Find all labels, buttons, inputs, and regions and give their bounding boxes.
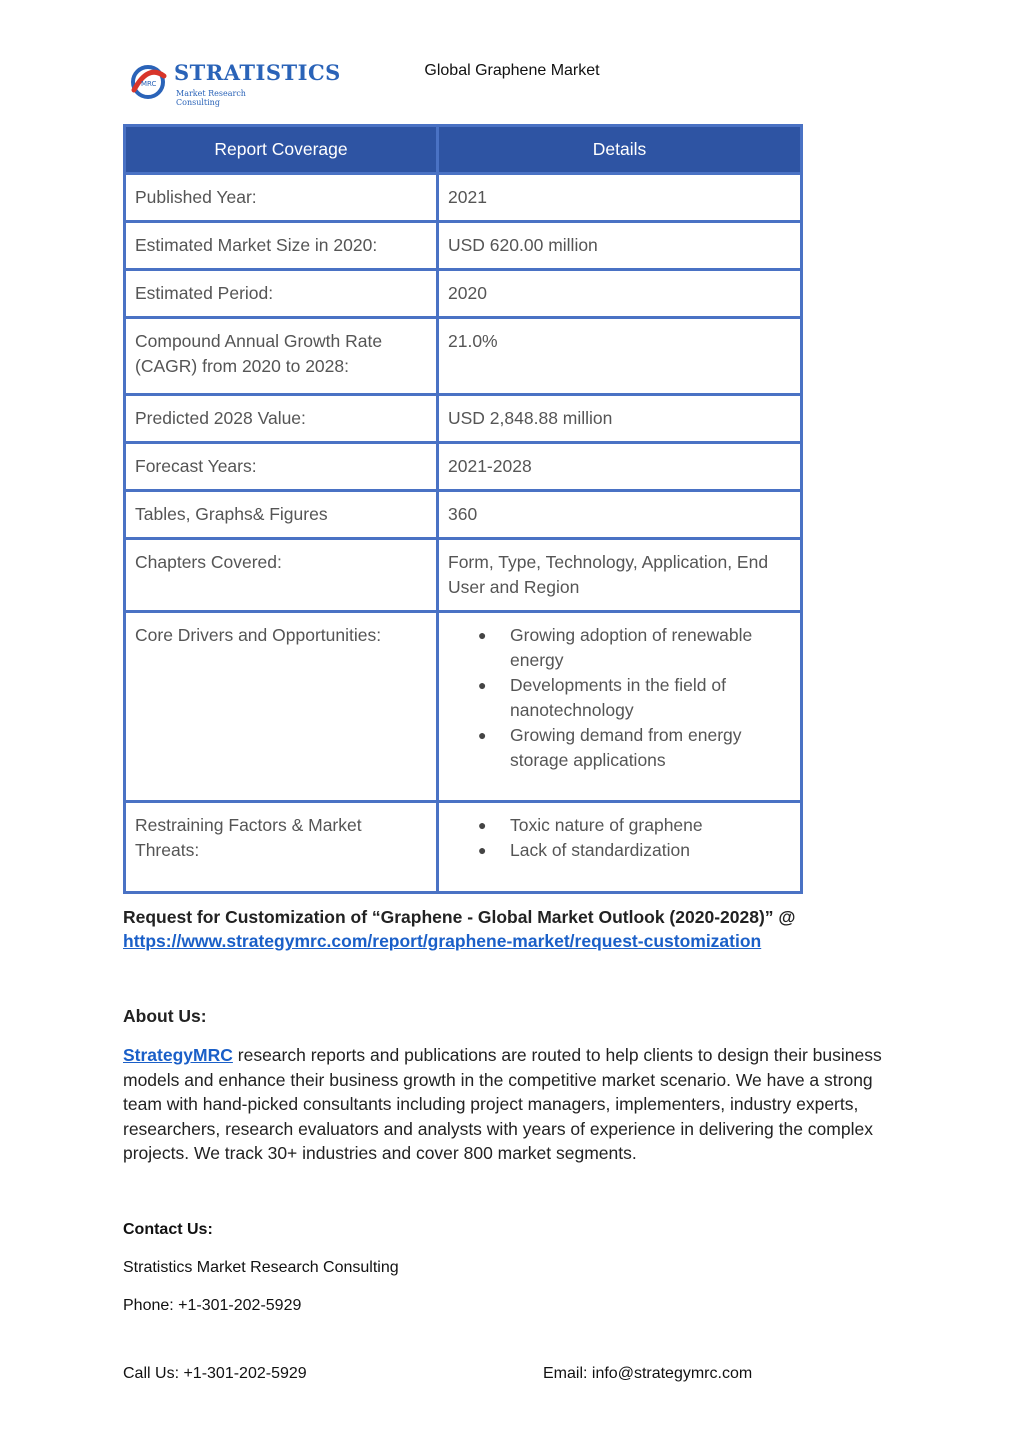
svg-text:MRC: MRC bbox=[141, 80, 157, 88]
list-item: ● Growing adoption of renewable energy bbox=[478, 625, 753, 670]
row-value: USD 620.00 million bbox=[438, 222, 802, 270]
contact-heading: Contact Us: bbox=[123, 1221, 213, 1238]
logo-subtitle: Market Research Consulting bbox=[176, 89, 246, 107]
table-row bbox=[125, 395, 802, 443]
row-value: 2021 bbox=[438, 174, 802, 222]
column-header-coverage: Report Coverage bbox=[125, 126, 438, 174]
strategymrc-link[interactable]: StrategyMRC bbox=[123, 1045, 233, 1065]
list-item: ● Growing demand from energy storage applications bbox=[478, 725, 742, 770]
row-label: Predicted 2028 Value: bbox=[125, 395, 438, 443]
about-body: research reports and publications are routed to help clients to design their business models and enhance their business growth in the competitive market scenario. We have a strong team with hand-picked consultants including project managers, implementers, industry experts, researchers, research evaluators and analysts with years of experience in delivering the complex projects. We track 30+ industries and cover 800 market segments. bbox=[123, 1045, 882, 1163]
table-row-drivers bbox=[125, 612, 802, 802]
drivers-list-cell bbox=[438, 612, 802, 802]
footer-email: Email: info@strategymrc.com bbox=[543, 1365, 753, 1382]
request-text: Request for Customization of “Graphene - Global Market Outlook (2020-2028)” @ bbox=[123, 907, 796, 927]
list-item: ● Toxic nature of graphene bbox=[510, 813, 791, 838]
table-row bbox=[125, 491, 802, 539]
report-coverage-table bbox=[123, 124, 803, 894]
bullet-icon: ● bbox=[478, 677, 487, 693]
column-header-details: Details bbox=[438, 126, 802, 174]
footer-call: Call Us: +1-301-202-5929 bbox=[123, 1365, 307, 1382]
list-item: ● Lack of standardization bbox=[510, 838, 791, 863]
company-logo bbox=[128, 56, 341, 107]
logo-swirl-icon bbox=[128, 60, 176, 108]
logo-wordmark: STRATISTICS bbox=[174, 60, 341, 85]
table-row bbox=[125, 318, 802, 395]
table-row-restraints bbox=[125, 802, 802, 893]
row-label: Compound Annual Growth Rate (CAGR) from 2020 to 2028: bbox=[125, 318, 438, 395]
table-header-row bbox=[125, 126, 802, 174]
row-value: 360 bbox=[438, 491, 802, 539]
table-row bbox=[125, 270, 802, 318]
row-value: 2020 bbox=[438, 270, 802, 318]
row-label: Estimated Market Size in 2020: bbox=[125, 222, 438, 270]
about-paragraph bbox=[123, 1043, 913, 1166]
restraints-list bbox=[448, 813, 791, 863]
row-label: Tables, Graphs& Figures bbox=[125, 491, 438, 539]
drivers-list bbox=[448, 623, 791, 773]
request-customization-link[interactable]: https://www.strategymrc.com/report/graphene-market/request-customization bbox=[123, 931, 762, 951]
about-heading: About Us: bbox=[123, 1006, 207, 1026]
contact-company: Stratistics Market Research Consulting bbox=[123, 1259, 399, 1276]
row-value: USD 2,848.88 million bbox=[438, 395, 802, 443]
restraints-list-cell bbox=[438, 802, 802, 893]
bullet-icon: ● bbox=[478, 842, 487, 858]
customization-request bbox=[123, 905, 903, 953]
row-value: 2021-2028 bbox=[438, 443, 802, 491]
row-label: Restraining Factors & Market Threats: bbox=[125, 802, 438, 893]
row-label: Core Drivers and Opportunities: bbox=[125, 612, 438, 802]
page-header-title: Global Graphene Market bbox=[424, 62, 600, 79]
row-value: 21.0% bbox=[438, 318, 802, 395]
table-row bbox=[125, 174, 802, 222]
row-label: Chapters Covered: bbox=[125, 539, 438, 612]
bullet-icon: ● bbox=[478, 727, 487, 743]
row-label: Estimated Period: bbox=[125, 270, 438, 318]
table-row bbox=[125, 222, 802, 270]
bullet-icon: ● bbox=[478, 627, 487, 643]
list-item: ● Developments in the field of nanotechnology bbox=[478, 675, 726, 720]
table-row bbox=[125, 443, 802, 491]
row-value: Form, Type, Technology, Application, End User and Region bbox=[438, 539, 802, 612]
table-row bbox=[125, 539, 802, 612]
row-label: Forecast Years: bbox=[125, 443, 438, 491]
row-label: Published Year: bbox=[125, 174, 438, 222]
contact-phone: Phone: +1-301-202-5929 bbox=[123, 1297, 302, 1314]
bullet-icon: ● bbox=[478, 817, 487, 833]
